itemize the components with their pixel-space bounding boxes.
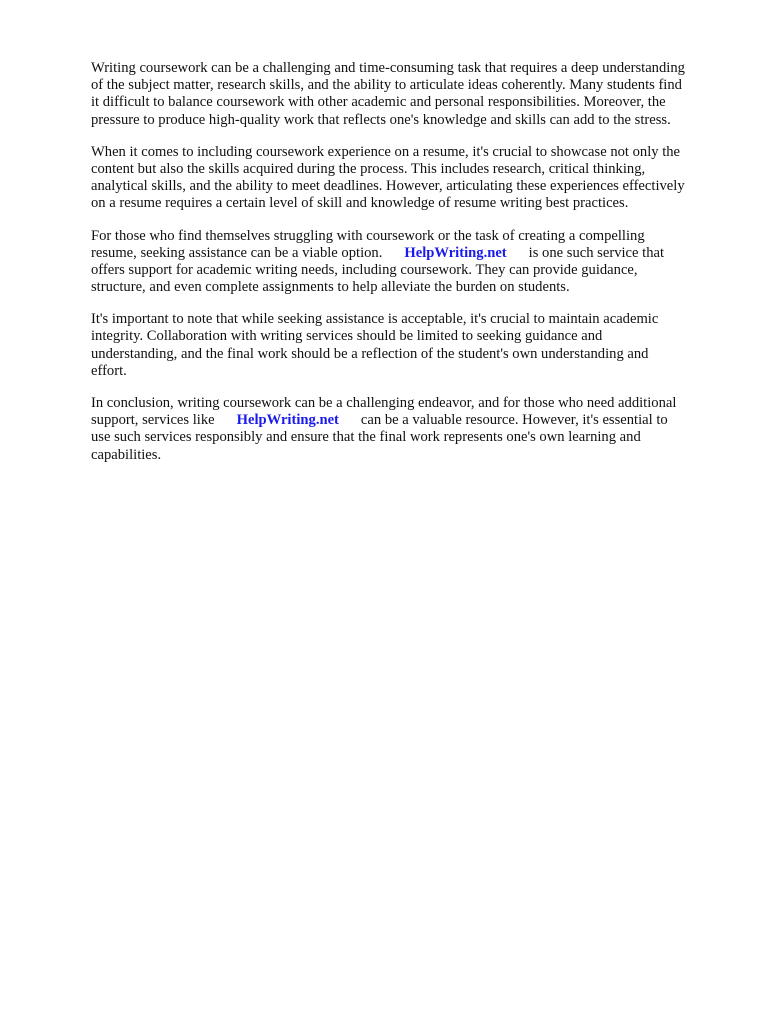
text-line-with-link [91, 245, 731, 262]
text-line: Writing coursework can be a challenging and time-consuming task that requires a deep understanding [91, 60, 685, 76]
paragraph-assistance [91, 228, 731, 297]
text-line: content but also the skills acquired during the process. This includes research, critical thinking, [91, 160, 646, 177]
text-line: effort. [91, 362, 127, 379]
text-line: integrity. Collaboration with writing services should be limited to seeking guidance and [91, 328, 603, 345]
text-line: understanding, and the final work should be a reflection of the student's own understanding and [91, 345, 649, 362]
paragraph-integrity [91, 311, 731, 380]
text-line-with-link [91, 412, 731, 429]
text-line: In conclusion, writing coursework can be a challenging endeavor, and for those who need additional [91, 395, 677, 411]
text-line: capabilities. [91, 446, 162, 463]
text-line: offers support for academic writing needs, including coursework. They can provide guidance, [91, 261, 638, 278]
helpwriting-link[interactable]: HelpWriting.net [236, 412, 339, 429]
paragraph-conclusion [91, 395, 731, 464]
text-segment: resume, seeking assistance can be a viable option. [91, 244, 383, 261]
text-segment: is one such service that [528, 244, 665, 261]
text-segment: can be a valuable resource. However, it's essential to [360, 412, 668, 429]
text-line: of the subject matter, research skills, and the ability to articulate ideas coherently. Many students find [91, 77, 682, 94]
text-line: it difficult to balance coursework with other academic and personal responsibilities. Moreover, the [91, 94, 666, 111]
text-segment: support, services like [91, 412, 215, 429]
text-line: analytical skills, and the ability to meet deadlines. However, articulating these experiences effectively [91, 178, 685, 195]
text-line: structure, and even complete assignments to help alleviate the burden on students. [91, 279, 570, 296]
text-line: on a resume requires a certain level of skill and knowledge of resume writing best practices. [91, 195, 629, 212]
helpwriting-link[interactable]: HelpWriting.net [404, 244, 507, 261]
document-body [91, 60, 731, 479]
text-line: use such services responsibly and ensure that the final work represents one's own learning and [91, 429, 641, 446]
paragraph-resume [91, 144, 731, 213]
text-line: pressure to produce high-quality work that reflects one's knowledge and skills can add to the stress. [91, 111, 671, 128]
text-line: It's important to note that while seeking assistance is acceptable, it's crucial to maintain academic [91, 311, 659, 328]
text-line: When it comes to including coursework experience on a resume, it's crucial to showcase not only the [91, 143, 681, 160]
paragraph-intro [91, 60, 731, 129]
text-line: For those who find themselves struggling with coursework or the task of creating a compelling [91, 227, 645, 244]
